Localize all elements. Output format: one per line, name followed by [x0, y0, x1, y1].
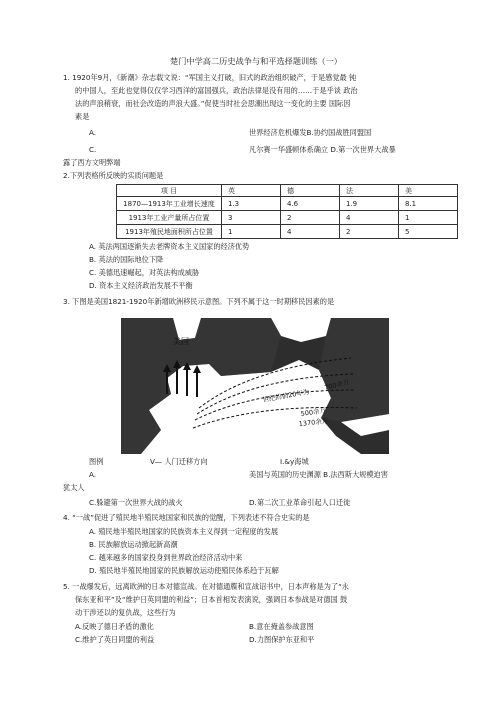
table-cell: 2 — [340, 225, 399, 239]
table-header-cell: 法 — [340, 185, 399, 197]
map-label-band: 700余万 — [323, 378, 351, 392]
europe-land — [319, 318, 389, 422]
q3-stem: 3. 下图是美国1821-1920年新增欧洲移民示意图。下列不属于这一时期移民因素的是 — [63, 297, 335, 306]
table-cell: 4 — [281, 225, 340, 239]
q1-stem-line: 的中国人，至此也觉得仅仅学习西洋的富国强兵，政治法律是没有用的……于是乎谈 政治 — [75, 86, 358, 95]
q5-stem-line: 保东亚和平”及“维护日英同盟的利益”；日本首相发表演说，强调日本参战是对德国 鼓 — [75, 595, 348, 604]
q3-legend-arrow: V— 人门迁移方向 — [150, 457, 208, 466]
q1-option-b[interactable]: 世界经济危机爆发B.协约国战胜同盟国 — [249, 128, 372, 137]
table-header-cell: 美 — [399, 185, 458, 197]
table-cell: 2 — [281, 211, 340, 225]
arrow-icon — [176, 368, 178, 394]
q5-option-b[interactable]: B.意在掩盖参战意图 — [249, 622, 314, 631]
q1-stem-line: 1. 1920年9月，《新潮》杂志载文说：“军国主义打破，旧式的政治组织破产，于是感觉最 钝 — [63, 73, 357, 82]
q5-stem-line: 5. 一战爆发后，远离欧洲的日本对德宣战。在对德通牒和宣战诏书中，日本声称是为了“永 — [63, 582, 349, 591]
table-cell: 1913年工业产量所占位置 — [117, 211, 222, 225]
q2-stem: 2.下列表格所反映的实质问题是 — [63, 171, 164, 180]
q5-stem-line: 动干涉还以的复仇战，这些行为 — [75, 608, 176, 617]
page-title: 楚门中学高二历史战争与和平选择题训练（一） — [170, 56, 342, 66]
q1-option-a[interactable]: A. — [89, 128, 97, 137]
q3-option-c[interactable]: C.躲避第一次世界大战的战火 — [89, 498, 183, 507]
q4-option-d[interactable]: D. 殖民地半殖民地国家的民族解放运动使殖民体系趋于瓦解 — [89, 566, 279, 575]
table-cell: 1 — [399, 211, 458, 225]
table-header-cell: 项 目 — [117, 185, 222, 197]
arrow-icon — [196, 373, 198, 397]
q3-legend-prefix: 图例 — [89, 457, 104, 466]
table-row — [117, 211, 458, 225]
q2-option-a[interactable]: A. 英法两国逐渐失去老牌资本主义国家的经济优势 — [89, 242, 250, 251]
arrow-icon — [166, 372, 168, 394]
table-cell: 1.3 — [222, 197, 281, 211]
q4-option-b[interactable]: B. 民族解放运动掀起新高潮 — [89, 540, 178, 549]
arrow-icon — [186, 370, 188, 396]
q5-option-d[interactable]: D.力图保护东亚和平 — [249, 635, 315, 644]
q2-option-d[interactable]: D. 资本主义经济政治发展不平衡 — [89, 281, 193, 290]
table-cell: 5 — [399, 225, 458, 239]
q1-option-c[interactable]: C. — [89, 145, 97, 154]
q1-stem-line: 法的声浪稍衰，而社会改造的声浪大盛。”促使当时社会思潮出现这一变化的主要 国际因 — [75, 99, 351, 108]
table-cell: 1 — [222, 225, 281, 239]
table-header-row — [117, 185, 458, 197]
table-cell: 4 — [340, 211, 399, 225]
q5-option-c[interactable]: C.维护了英日同盟的利益 — [75, 635, 155, 644]
table-cell: 8.1 — [399, 197, 458, 211]
q2-option-b[interactable]: B. 英法的国际地位下降 — [89, 255, 164, 264]
table-row — [117, 225, 458, 239]
map-label-band: 世纪的前20年为 — [261, 387, 310, 404]
q4-stem: 4. “一战”促进了殖民地半殖民地国家和民族的觉醒，下列表述不符合史实的是 — [63, 513, 310, 522]
table-cell: 4.6 — [281, 197, 340, 211]
q5-option-a[interactable]: A.反映了德日矛盾的激化 — [75, 622, 154, 631]
map-label-country: 美国 — [173, 337, 189, 346]
q2-option-c[interactable]: C. 美德迅速崛起，对英法构成威胁 — [89, 268, 200, 277]
table-cell: 1870—1913年工业增长速度 — [117, 197, 222, 211]
q3-option-a[interactable]: A. — [89, 470, 97, 479]
q2-table — [116, 184, 458, 239]
table-row — [117, 197, 458, 211]
table-header-cell: 德 — [281, 185, 340, 197]
map-label-band: 1370余万 — [298, 416, 329, 428]
table-header-cell: 英 — [222, 185, 281, 197]
q1-stem-line: 素是 — [75, 112, 90, 121]
q1-option-d-cont: 露了西方文明弊端 — [63, 158, 121, 167]
q4-option-c[interactable]: C. 越来越多的国家投身到世界政治经济活动中来 — [89, 553, 243, 562]
q3-legend-sea: I.&y海城 — [280, 457, 309, 466]
map-label-band: 500余万 — [300, 406, 327, 418]
table-cell: 3 — [222, 211, 281, 225]
q1-option-d[interactable]: 凡尔赛一华盛顿体系确立 D.第一次世界大战暴 — [249, 145, 396, 154]
migration-map — [121, 318, 389, 454]
table-cell: 1.9 — [340, 197, 399, 211]
q3-option-b[interactable]: 美国与英国的历史渊源 B.法西斯大规模迫害 — [249, 470, 388, 479]
q3-option-b-cont: 犹太人 — [63, 483, 85, 492]
q4-option-a[interactable]: A. 殖民地半殖民地国家的民族资本主义得到一定程度的发展 — [89, 527, 279, 536]
q3-option-d[interactable]: D.第二次工业革命引起人口迁徙 — [249, 498, 351, 507]
table-cell: 1913年殖民地面积所占位置 — [117, 225, 222, 239]
